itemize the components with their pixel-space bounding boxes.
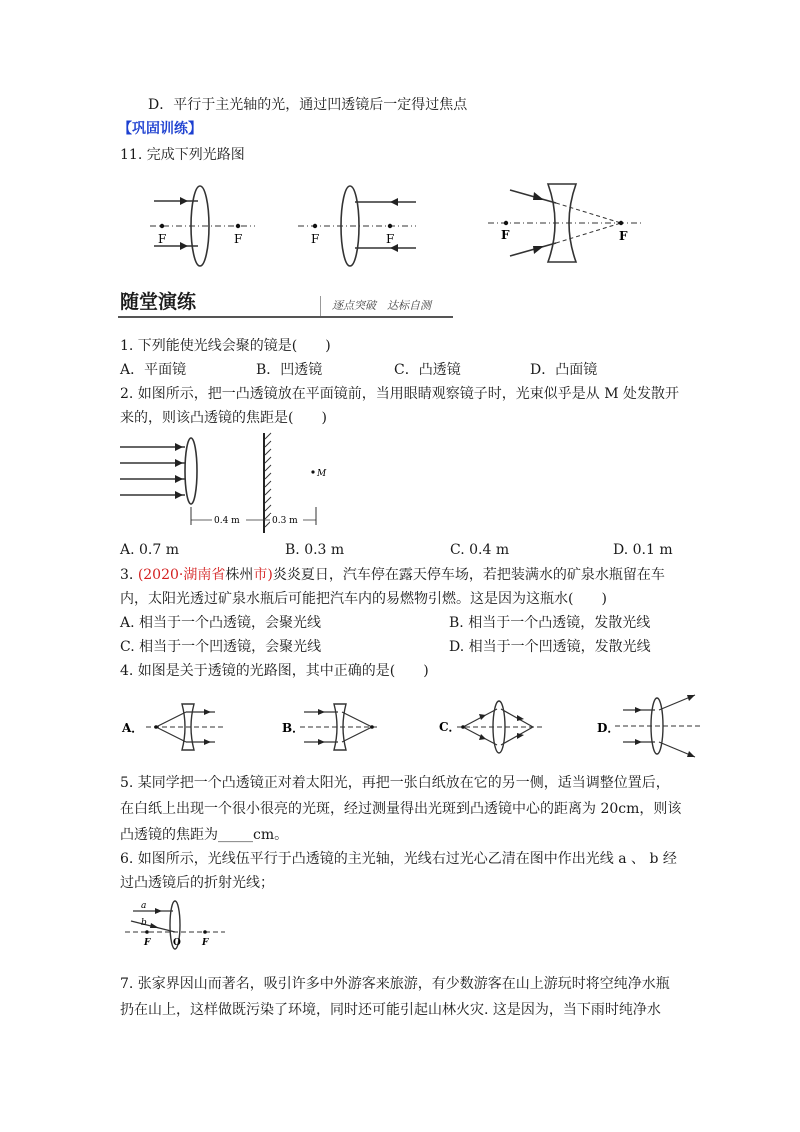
q5-line3-suffix: cm。 xyxy=(253,827,289,843)
q2-distance-lens-mirror: 0.4 m xyxy=(214,516,240,526)
focus-label: F xyxy=(311,232,320,246)
question-7-line1: 7. 张家界因山而著名，吸引许多中外游客来旅游，有少数游客在山上游玩时将空纯净水瓶 xyxy=(120,976,670,992)
focus-label: F xyxy=(501,228,510,242)
q2-distance-mirror-m: 0.3 m xyxy=(272,516,298,526)
q4-label-c: C． xyxy=(439,720,461,734)
q6-focus-right-label: F xyxy=(202,938,209,948)
question-3-stem-line1 xyxy=(120,565,665,585)
q2-option-c: C. 0.4 m xyxy=(450,542,510,558)
q6-ray-a-label: a xyxy=(141,901,147,911)
question-5-line1: 5. 某同学把一个凸透镜正对着太阳光，再把一张白纸放在它的另一侧，适当调整位置后， xyxy=(120,775,670,791)
q2-option-d: D. 0.1 m xyxy=(613,542,673,558)
q3-source: (2020·湖南省 xyxy=(137,567,226,583)
focus-label: F xyxy=(619,229,628,243)
section-subtitle: 逐点突破 达标自测 xyxy=(332,299,431,312)
question-11-stem: 11. 完成下列光路图 xyxy=(120,147,245,163)
q3-option-a: A. 相当于一个凸透镜，会聚光线 xyxy=(120,615,322,631)
q4-diagram-d xyxy=(595,690,705,760)
q3-number: 3. xyxy=(120,567,138,583)
q5-line3-prefix: 凸透镜的焦距为 xyxy=(120,827,218,843)
previous-option-d: D．平行于主光轴的光，通过凹透镜后一定得过焦点 xyxy=(148,97,468,113)
q1-option-a: A．平面镜 xyxy=(120,362,187,378)
q4-label-d: D． xyxy=(597,721,620,735)
q6-diagram xyxy=(125,897,235,952)
q3-option-d: D. 相当于一个凹透镜，发散光线 xyxy=(449,639,651,655)
section-divider-tick xyxy=(320,296,321,316)
focus-label: F xyxy=(386,232,395,246)
q4-label-a: A． xyxy=(122,721,144,735)
q1-option-d: D．凸面镜 xyxy=(530,362,598,378)
q2-option-b: B. 0.3 m xyxy=(285,542,345,558)
q2-diagram xyxy=(120,433,325,533)
q4-diagram-a xyxy=(120,700,230,755)
q3-source-suffix: 市) xyxy=(253,567,273,583)
q2-point-m: M xyxy=(317,469,327,479)
question-3-stem-line2: 内，太阳光透过矿泉水瓶后可能把汽车内的易燃物引燃。这是因为这瓶水( ) xyxy=(120,591,607,607)
question-5-line3 xyxy=(120,825,288,845)
consolidation-heading: 【巩固训练】 xyxy=(118,121,202,137)
q2-option-a: A. 0.7 m xyxy=(120,542,180,558)
q6-optical-center-label: O xyxy=(173,938,181,948)
q6-ray-b-label: b xyxy=(141,918,147,928)
q3-option-c: C. 相当于一个凹透镜，会聚光线 xyxy=(120,639,322,655)
q3-option-b: B. 相当于一个凸透镜，发散光线 xyxy=(449,615,651,631)
question-7-line2: 扔在山上，这样做既污染了环境，同时还可能引起山林火灾. 这是因为，当下雨时纯净水 xyxy=(120,1002,661,1018)
q3-stem-rest: 炎炎夏日，汽车停在露天停车场，若把装满水的矿泉水瓶留在车 xyxy=(272,567,665,583)
q4-diagram-c xyxy=(437,697,547,757)
q4-label-b: B． xyxy=(282,721,305,735)
question-2-stem-line1: 2. 如图所示，把一凸透镜放在平面镜前，当用眼睛观察镜子时，光束似乎是从 M 处发散开 xyxy=(120,386,680,402)
q11-diagram-concave xyxy=(488,178,648,268)
focus-label: F xyxy=(234,232,243,246)
q4-diagram-b xyxy=(280,700,390,755)
q11-diagram-convex-right xyxy=(298,180,423,270)
section-title: 随堂演练 xyxy=(120,291,197,313)
q1-option-b: B．凹透镜 xyxy=(256,362,323,378)
question-6-line2: 过凸透镜后的折射光线； xyxy=(120,875,274,891)
focus-label: F xyxy=(158,232,167,246)
question-1-stem: 1. 下列能使光线会聚的镜是( ) xyxy=(120,338,331,354)
question-2-stem-line2: 来的，则该凸透镜的焦距是( ) xyxy=(120,410,327,426)
q11-diagram-convex-left xyxy=(150,180,260,270)
q6-focus-left-label: F xyxy=(144,938,151,948)
q1-option-c: C．凸透镜 xyxy=(394,362,461,378)
section-divider xyxy=(118,316,453,318)
q5-answer-blank[interactable]: _____ xyxy=(218,827,253,843)
question-4-stem: 4. 如图是关于透镜的光路图，其中正确的是( ) xyxy=(120,663,429,679)
q3-source-city: 株州 xyxy=(225,567,254,583)
question-5-line2: 在白纸上出现一个很小很亮的光斑，经过测量得出光斑到凸透镜中心的距离为 20cm，则该 xyxy=(120,801,682,817)
question-6-line1: 6. 如图所示，光线伍平行于凸透镜的主光轴，光线右过光心乙清在图中作出光线 a 、 b 经 xyxy=(120,851,677,867)
